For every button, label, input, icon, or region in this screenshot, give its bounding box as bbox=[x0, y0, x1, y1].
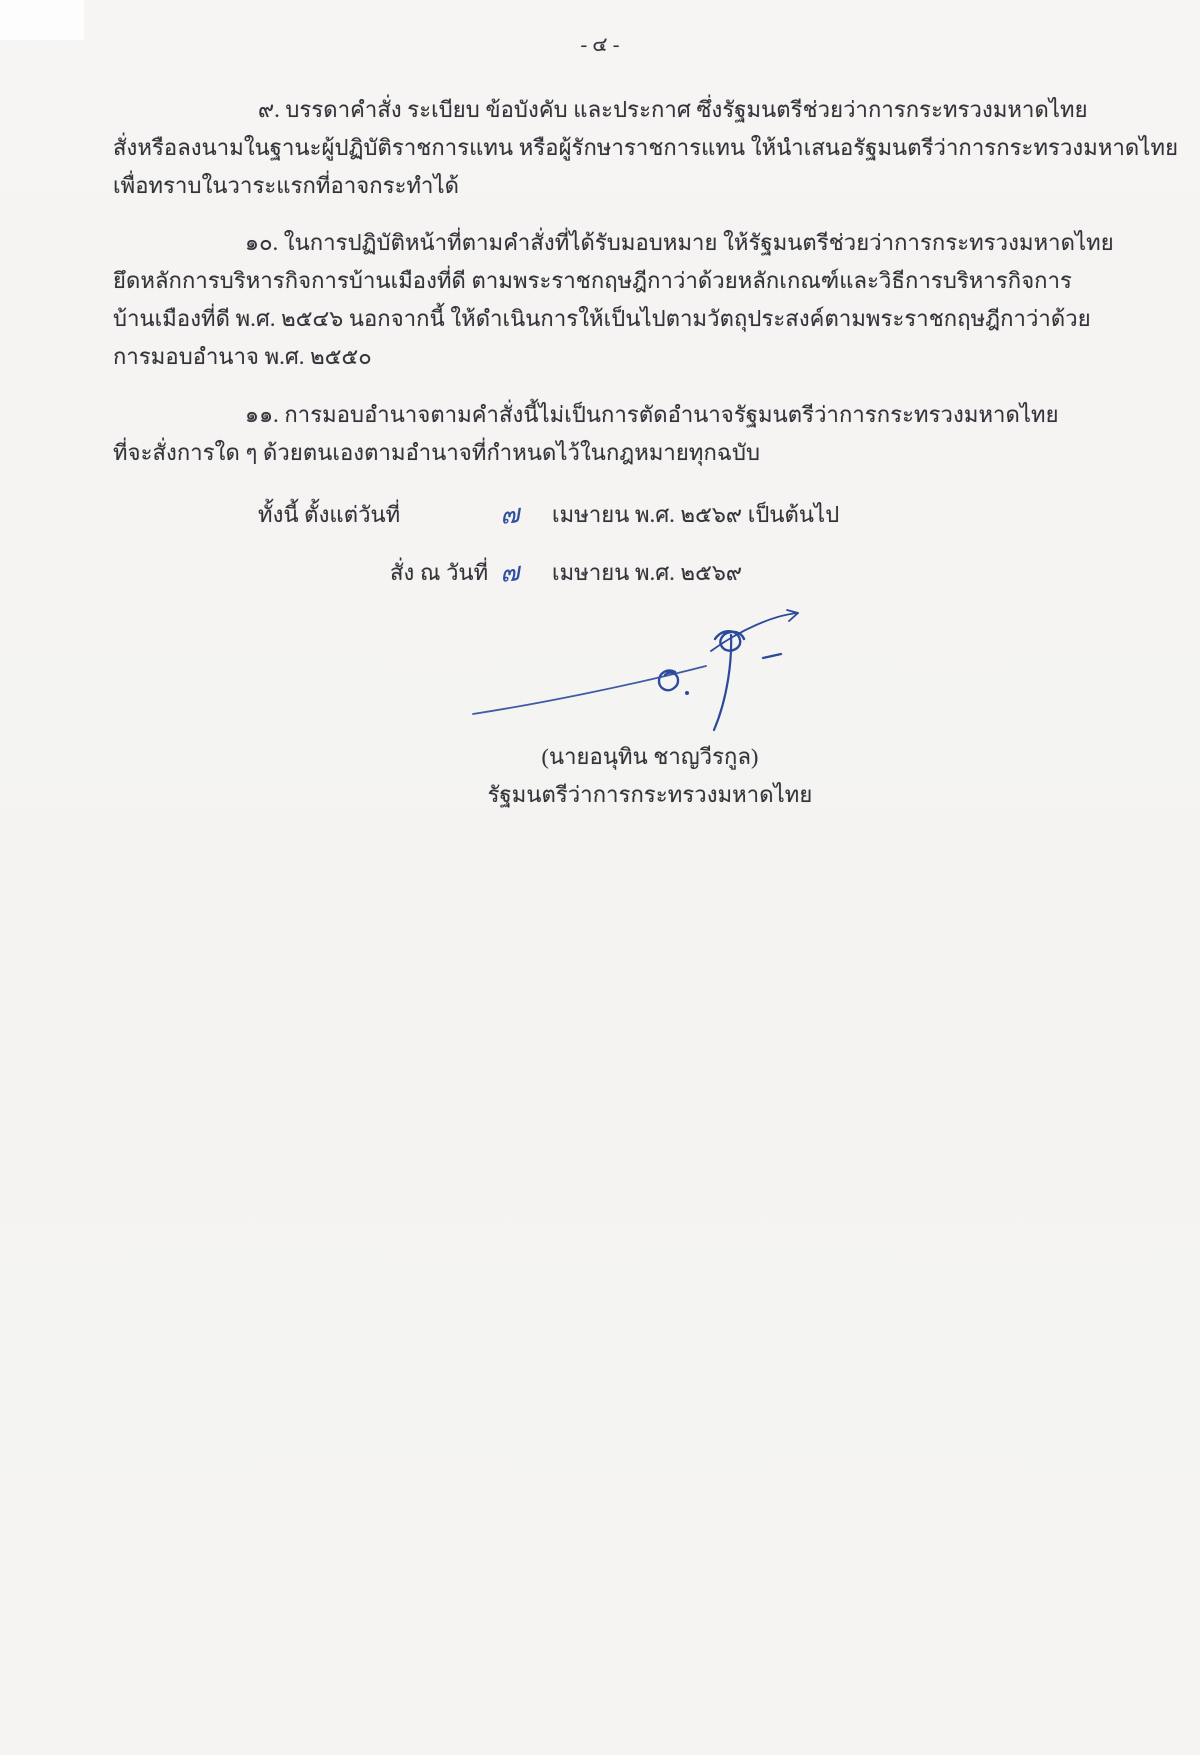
clause-9-line-2: สั่งหรือลงนามในฐานะผู้ปฏิบัติราชการแทน หรือผู้รักษาราชการแทน ให้นำเสนอรัฐมนตรีว่าการกระทรวงมหาดไทย bbox=[113, 135, 1179, 160]
clause-10-line-3: บ้านเมืองที่ดี พ.ศ. ๒๕๔๖ นอกจากนี้ ให้ดำเนินการให้เป็นไปตามวัตถุประสงค์ตามพระราชกฤษฎีกาว่าด้วย bbox=[113, 306, 1091, 331]
clause-9-line-3: เพื่อทราบในวาระแรกที่อาจกระทำได้ bbox=[113, 173, 460, 198]
signer-name: (นายอนุทิน ชาญวีรกูล) bbox=[541, 744, 759, 769]
clause-10-line-2: ยึดหลักการบริหารกิจการบ้านเมืองที่ดี ตามพระราชกฤษฎีกาว่าด้วยหลักเกณฑ์และวิธีการบริหารกิจการ bbox=[113, 268, 1072, 293]
clause-10-line-1: ๑๐. ในการปฏิบัติหน้าที่ตามคำสั่งที่ได้รับมอบหมาย ให้รัฐมนตรีช่วยว่าการกระทรวงมหาดไทย bbox=[245, 230, 1114, 255]
clause-11-line-1: ๑๑. การมอบอำนาจตามคำสั่งนี้ไม่เป็นการตัดอำนาจรัฐมนตรีว่าการกระทรวงมหาดไทย bbox=[245, 402, 1059, 427]
effective-date-prefix: ทั้งนี้ ตั้งแต่วันที่ bbox=[258, 502, 401, 527]
page-number: - ๔ - bbox=[580, 34, 620, 56]
order-date-handwritten-day: ๗ bbox=[498, 557, 521, 588]
signature-icon bbox=[468, 598, 808, 743]
effective-date-suffix: เมษายน พ.ศ. ๒๕๖๙ เป็นต้นไป bbox=[552, 502, 840, 527]
signer-title: รัฐมนตรีว่าการกระทรวงมหาดไทย bbox=[487, 782, 813, 807]
effective-date-handwritten-day: ๗ bbox=[498, 499, 521, 530]
order-date-suffix: เมษายน พ.ศ. ๒๕๖๙ bbox=[552, 560, 743, 585]
order-date-prefix: สั่ง ณ วันที่ bbox=[390, 560, 489, 585]
clause-9-line-1: ๙. บรรดาคำสั่ง ระเบียบ ข้อบังคับ และประกาศ ซึ่งรัฐมนตรีช่วยว่าการกระทรวงมหาดไทย bbox=[258, 97, 1088, 122]
clause-10-line-4: การมอบอำนาจ พ.ศ. ๒๕๕๐ bbox=[113, 344, 372, 369]
signature-ink bbox=[468, 598, 808, 743]
clause-11-line-2: ที่จะสั่งการใด ๆ ด้วยตนเองตามอำนาจที่กำหนดไว้ในกฎหมายทุกฉบับ bbox=[113, 440, 761, 465]
